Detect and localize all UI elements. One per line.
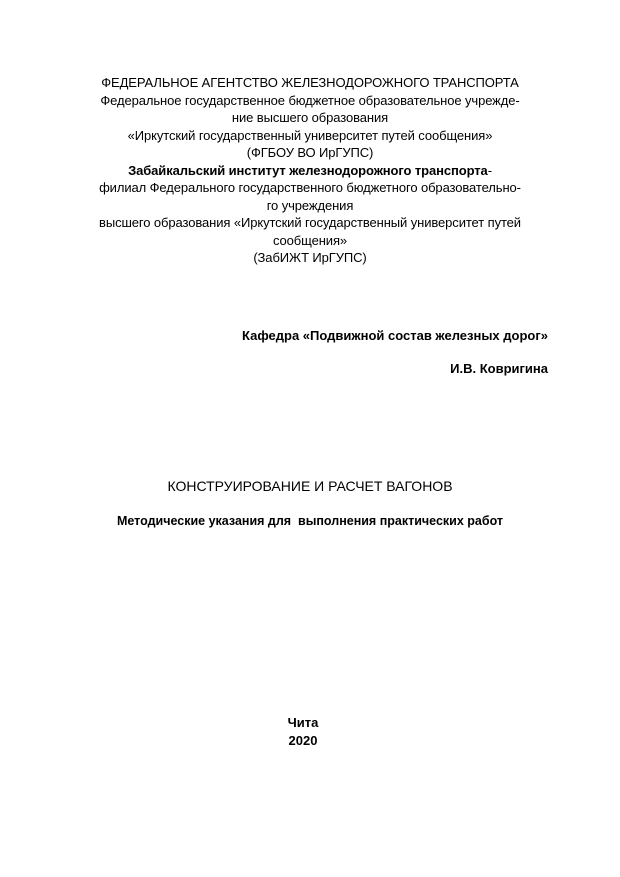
branch-line-2: го учреждения [266,197,354,213]
agency-name: ФЕДЕРАЛЬНОЕ АГЕНТСТВО ЖЕЛЕЗНОДОРОЖНОГО ТРАНСПОРТА [101,75,519,90]
institute-dash: - [487,162,492,178]
document-subtitle: Методические указания для выполнения практических работ [116,514,504,528]
author-name: И.В. Ковригина [450,361,548,376]
branch-line-3: высшего образования «Иркутский государственный университет путей [99,215,521,230]
institute-name: Забайкальский институт железнодорожного транспорта [128,162,488,178]
institution-line-1: Федеральное государственное бюджетное образовательное учрежде- [100,92,520,108]
branch-line-1: филиал Федерального государственного бюджетного образовательно- [99,180,521,195]
publication-city: Чита [287,715,319,730]
publication-footer [0,714,606,750]
institute-abbreviation: (ЗабИЖТ ИрГУПС) [253,250,367,265]
department-name: Кафедра «Подвижной состав железных дорог» [242,328,548,343]
organization-header [40,74,580,267]
document-title: КОНСТРУИРОВАНИЕ И РАСЧЕТ ВАГОНОВ [167,478,453,494]
university-name: «Иркутский государственный университет путей сообщения» [127,127,493,143]
publication-year: 2020 [288,733,318,748]
institution-line-2: ние высшего образования [231,110,389,125]
university-abbreviation: (ФГБОУ ВО ИрГУПС) [246,145,374,160]
institute-name-line [40,162,580,180]
branch-line-4: сообщения» [272,232,348,248]
